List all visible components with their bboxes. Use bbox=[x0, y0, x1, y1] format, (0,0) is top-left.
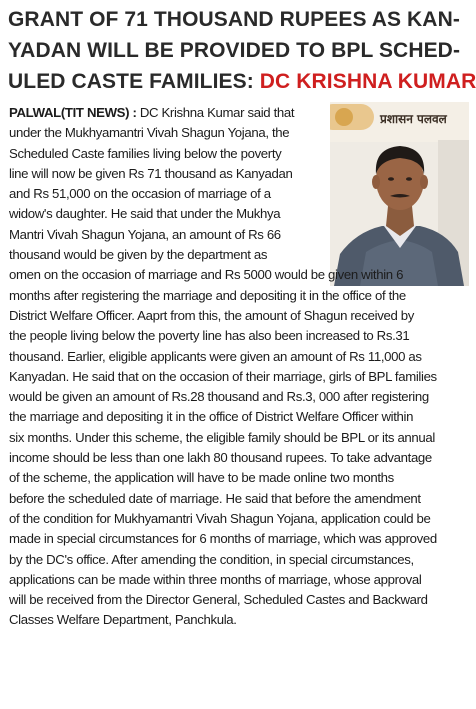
article-line: line will now be given Rs 71 thousand as Kanyadan bbox=[9, 165, 293, 181]
article-line: thousand would be given by the department as bbox=[9, 247, 268, 263]
photo-banner-text: प्रशासन पलवल bbox=[380, 112, 447, 126]
article-line: will be received from the Director General, Scheduled Castes and Backward bbox=[9, 592, 428, 608]
article-line: widow's daughter. He said that under the Mukhya bbox=[9, 206, 281, 222]
headline-byline: DC KRISHNA KUMAR bbox=[259, 70, 476, 93]
article-line: Scheduled Caste families living below the poverty bbox=[9, 145, 282, 161]
article-line: and Rs 51,000 on the occasion of marriage of a bbox=[9, 186, 271, 202]
article-line: of the condition for Mukhyamantri Vivah Shagun Yojana, application could be bbox=[9, 510, 431, 526]
headline bbox=[8, 4, 476, 97]
headline-line bbox=[8, 66, 476, 97]
article-line: made in special circumstances for 6 months of marriage, which was approved bbox=[9, 531, 437, 547]
article-line: before the scheduled date of marriage. He said that before the amendment bbox=[9, 490, 421, 506]
article-line: Kanyadan. He said that on the occasion of their marriage, girls of BPL families bbox=[9, 368, 437, 384]
article-line: the marriage and depositing it in the office of District Welfare Officer within bbox=[9, 409, 414, 425]
headline-line: YADAN WILL BE PROVIDED TO BPL SCHED- bbox=[8, 39, 461, 62]
article-line bbox=[9, 103, 437, 123]
article-line-text: DC Krishna Kumar said that bbox=[136, 105, 295, 120]
article-line: by the DC's office. After amending the condition, in special circumstances, bbox=[9, 551, 414, 567]
dateline: PALWAL(TIT NEWS) : bbox=[9, 105, 137, 120]
article-line: six months. Under this scheme, the eligible family should be BPL or its annual bbox=[9, 429, 435, 445]
article-line: Mantri Vivah Shagun Yojana, an amount of Rs 66 bbox=[9, 226, 281, 242]
article-body bbox=[9, 103, 437, 631]
article-line: would be given an amount of Rs.28 thousand and Rs.3, 000 after registering bbox=[9, 389, 429, 405]
article-line: of the scheme, the application will have to be made online two months bbox=[9, 470, 394, 486]
article-line: the people living below the poverty line has also been increased to Rs.31 bbox=[9, 328, 410, 344]
article-line: omen on the occasion of marriage and Rs 5000 would be given within 6 bbox=[9, 267, 404, 283]
article-line: District Welfare Officer. Aaprt from this, the amount of Shagun received by bbox=[9, 307, 414, 323]
article-line: income should be less than one lakh 80 thousand rupees. To take advantage bbox=[9, 450, 432, 466]
article-line: thousand. Earlier, eligible applicants were given an amount of Rs 11,000 as bbox=[9, 348, 422, 364]
headline-line: GRANT OF 71 THOUSAND RUPEES AS KAN- bbox=[8, 8, 460, 31]
article-line: applications can be made within three months of marriage, whose approval bbox=[9, 571, 422, 587]
headline-line-text: ULED CASTE FAMILIES: bbox=[8, 70, 260, 93]
article-line: months after registering the marriage and depositing it in the office of the bbox=[9, 287, 406, 303]
article-line: under the Mukhyamantri Vivah Shagun Yojana, the bbox=[9, 125, 290, 141]
article-line: Classes Welfare Department, Panchkula. bbox=[9, 612, 237, 628]
